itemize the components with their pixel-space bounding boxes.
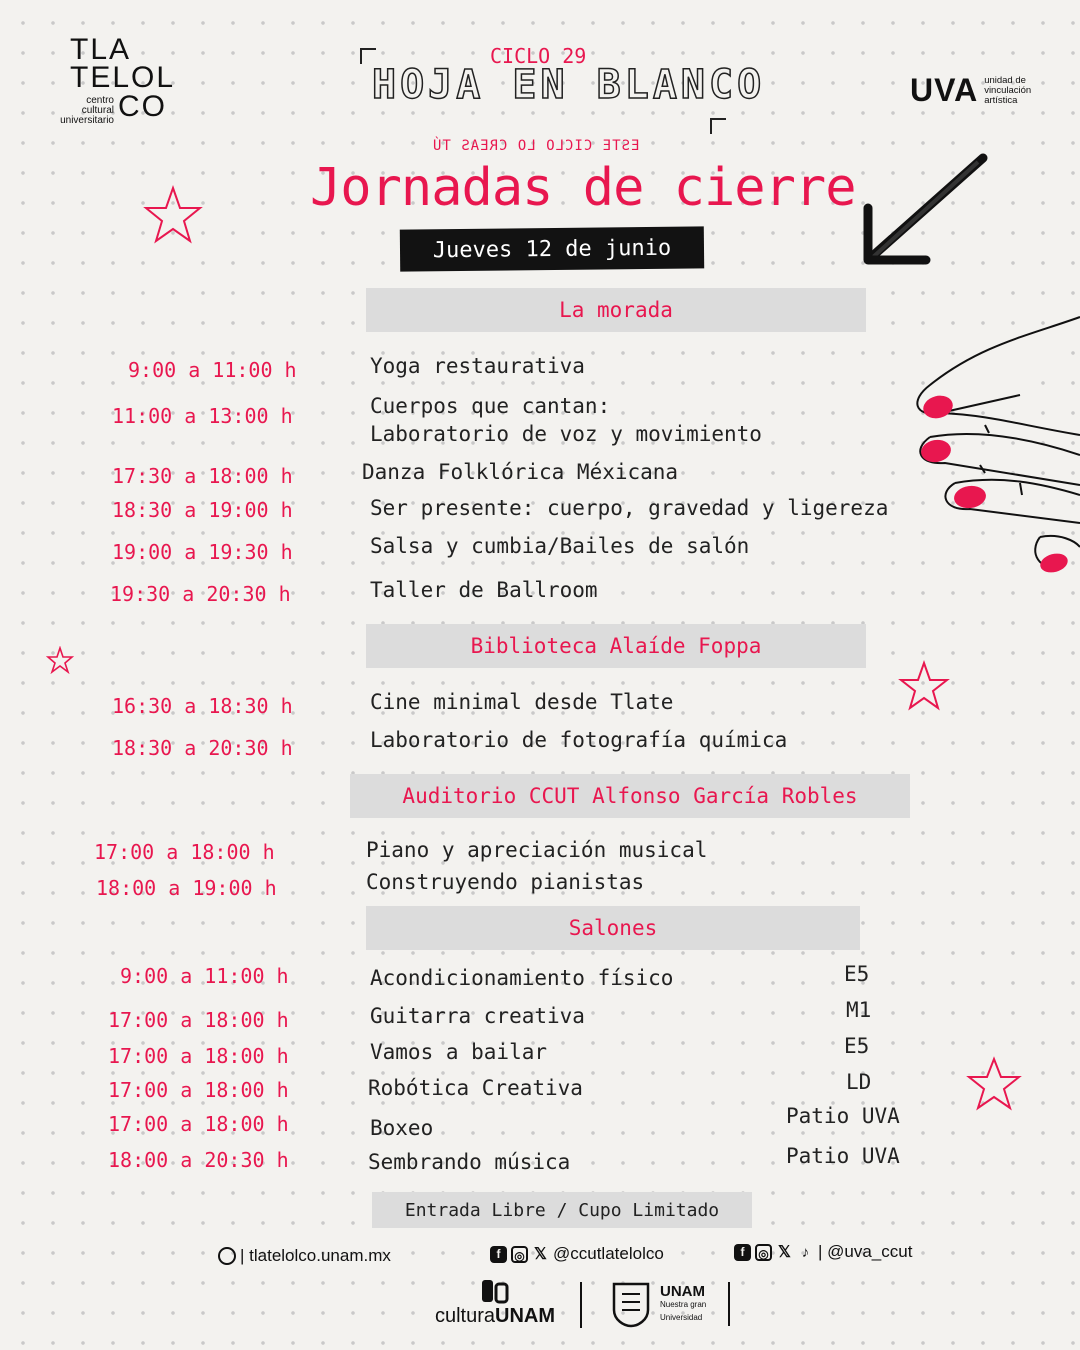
arrow-doodle-icon xyxy=(848,148,998,278)
section-banner-biblioteca xyxy=(366,624,866,668)
date-text: Jueves 12 de junio xyxy=(432,235,672,263)
event-activity: Cuerpos que cantan: xyxy=(370,394,611,418)
event-activity: Construyendo pianistas xyxy=(366,870,645,894)
website-text: | tlatelolco.unam.mx xyxy=(240,1246,391,1265)
unam-tagline: Nuestra gran Universidad xyxy=(660,1299,707,1322)
unam-shield-icon xyxy=(610,1280,652,1328)
logo-line-1: TLA xyxy=(70,33,132,66)
section-title: La morada xyxy=(559,298,673,322)
este-ciclo-label: ESTE CICLO LO CREAS TÚ xyxy=(432,138,640,154)
ccut-social[interactable] xyxy=(490,1244,664,1264)
instagram-icon: ◎ xyxy=(511,1246,528,1263)
unam-text: UNAM xyxy=(660,1282,705,1300)
section-title: Biblioteca Alaíde Foppa xyxy=(470,634,762,658)
section-title: Auditorio CCUT Alfonso García Robles xyxy=(402,784,858,808)
event-room: Patio UVA xyxy=(786,1104,900,1128)
hand-illustration xyxy=(900,305,1080,595)
event-room: E5 xyxy=(844,1034,870,1058)
event-time: 11:00 a 13:00 h xyxy=(112,404,293,428)
event-activity: Danza Folklórica Méxicana xyxy=(362,460,679,484)
date-badge xyxy=(400,226,704,271)
cultura-text: cultura xyxy=(434,1305,496,1327)
logo-small-3: universitario xyxy=(60,115,114,126)
event-activity: Laboratorio de fotografía química xyxy=(370,728,788,752)
logo-divider xyxy=(580,1282,582,1328)
uva-logo-subtitle xyxy=(984,76,1031,106)
uva-social[interactable] xyxy=(734,1242,912,1262)
event-activity-line2: Laboratorio de voz y movimiento xyxy=(370,422,762,446)
section-title: Salones xyxy=(568,916,658,940)
event-room: LD xyxy=(846,1070,872,1094)
event-time: 9:00 a 11:00 h xyxy=(128,358,297,382)
ccut-handle: @ccutlatelolco xyxy=(553,1244,664,1263)
event-activity: Cine minimal desde Tlate xyxy=(370,690,674,714)
section-banner-la-morada xyxy=(366,288,866,332)
section-banner-salones xyxy=(366,906,860,950)
star-doodle-icon xyxy=(142,184,204,246)
event-time: 17:00 a 18:00 h xyxy=(108,1112,289,1136)
event-time: 18:00 a 19:00 h xyxy=(96,876,277,900)
event-activity: Ser presente: cuerpo, gravedad y ligereza xyxy=(370,496,889,520)
entrada-libre-note xyxy=(372,1192,752,1228)
globe-icon xyxy=(218,1247,236,1265)
logo-subtitle xyxy=(46,96,114,126)
event-time: 17:30 a 18:00 h xyxy=(112,464,293,488)
logo-line-2: TELOL xyxy=(70,61,176,94)
event-time: 9:00 a 11:00 h xyxy=(120,964,289,988)
event-time: 17:00 a 18:00 h xyxy=(108,1078,289,1102)
event-time: 18:30 a 20:30 h xyxy=(112,736,293,760)
tiktok-icon: ♪ xyxy=(801,1243,810,1261)
uva-small-1: unidad de xyxy=(984,74,1026,86)
facebook-icon: f xyxy=(490,1246,507,1263)
logo-divider xyxy=(728,1282,730,1326)
event-time: 19:30 a 20:30 h xyxy=(110,582,291,606)
logo-co: CO xyxy=(118,90,167,123)
cultura-unam-logo xyxy=(430,1278,560,1328)
star-doodle-icon xyxy=(966,1056,1022,1112)
logo-small-1: centro xyxy=(86,95,114,106)
event-time: 18:30 a 19:00 h xyxy=(112,498,293,522)
event-room: E5 xyxy=(844,962,870,986)
cultura-unam-emblem-icon xyxy=(480,1278,510,1304)
event-time: 16:30 a 18:30 h xyxy=(112,694,293,718)
event-time: 19:00 a 19:30 h xyxy=(112,540,293,564)
event-activity: Salsa y cumbia/Bailes de salón xyxy=(370,534,750,558)
section-banner-auditorio xyxy=(350,774,910,818)
event-time: 17:00 a 18:00 h xyxy=(108,1044,289,1068)
event-activity: Boxeo xyxy=(370,1116,434,1140)
unam-bold-text: UNAM xyxy=(495,1305,556,1327)
star-doodle-icon xyxy=(898,660,950,712)
uva-small-2: vinculación xyxy=(984,84,1032,96)
uva-small-3: artística xyxy=(984,94,1018,106)
uva-logo xyxy=(910,72,1031,109)
website-link[interactable] xyxy=(218,1246,391,1266)
star-doodle-icon xyxy=(46,646,74,674)
event-activity: Sembrando música xyxy=(368,1150,571,1174)
logo-small-2: cultural xyxy=(81,105,114,116)
hoja-en-blanco-title: HOJA EN BLANCO xyxy=(372,62,766,108)
unam-logo xyxy=(610,1280,730,1328)
corner-mark-br xyxy=(710,118,726,134)
event-activity: Yoga restaurativa xyxy=(370,354,585,378)
footer-note-text: Entrada Libre / Cupo Limitado xyxy=(404,1199,720,1221)
x-icon: 𝕏 xyxy=(778,1243,791,1261)
event-activity: Guitarra creativa xyxy=(370,1004,585,1028)
event-activity: Taller de Ballroom xyxy=(370,578,598,602)
instagram-icon: ◎ xyxy=(755,1244,772,1261)
event-activity: Vamos a bailar xyxy=(370,1040,548,1064)
event-time: 17:00 a 18:00 h xyxy=(108,1008,289,1032)
event-activity: Piano y apreciación musical xyxy=(366,838,708,862)
event-time: 18:00 a 20:30 h xyxy=(108,1148,289,1172)
x-icon: 𝕏 xyxy=(534,1245,547,1263)
event-activity: Acondicionamiento físico xyxy=(370,966,674,990)
event-room: M1 xyxy=(846,998,872,1022)
facebook-icon: f xyxy=(734,1244,751,1261)
uva-logo-text: UVA xyxy=(910,72,979,108)
tlatelolco-logo xyxy=(60,33,180,128)
event-room: Patio UVA xyxy=(786,1144,900,1168)
event-activity: Robótica Creativa xyxy=(368,1076,583,1100)
uva-handle: | @uva_ccut xyxy=(818,1242,913,1261)
page-title: Jornadas de cierre xyxy=(310,158,856,218)
event-time: 17:00 a 18:00 h xyxy=(94,840,275,864)
ciclo-label: CICLO 29 xyxy=(490,44,587,68)
